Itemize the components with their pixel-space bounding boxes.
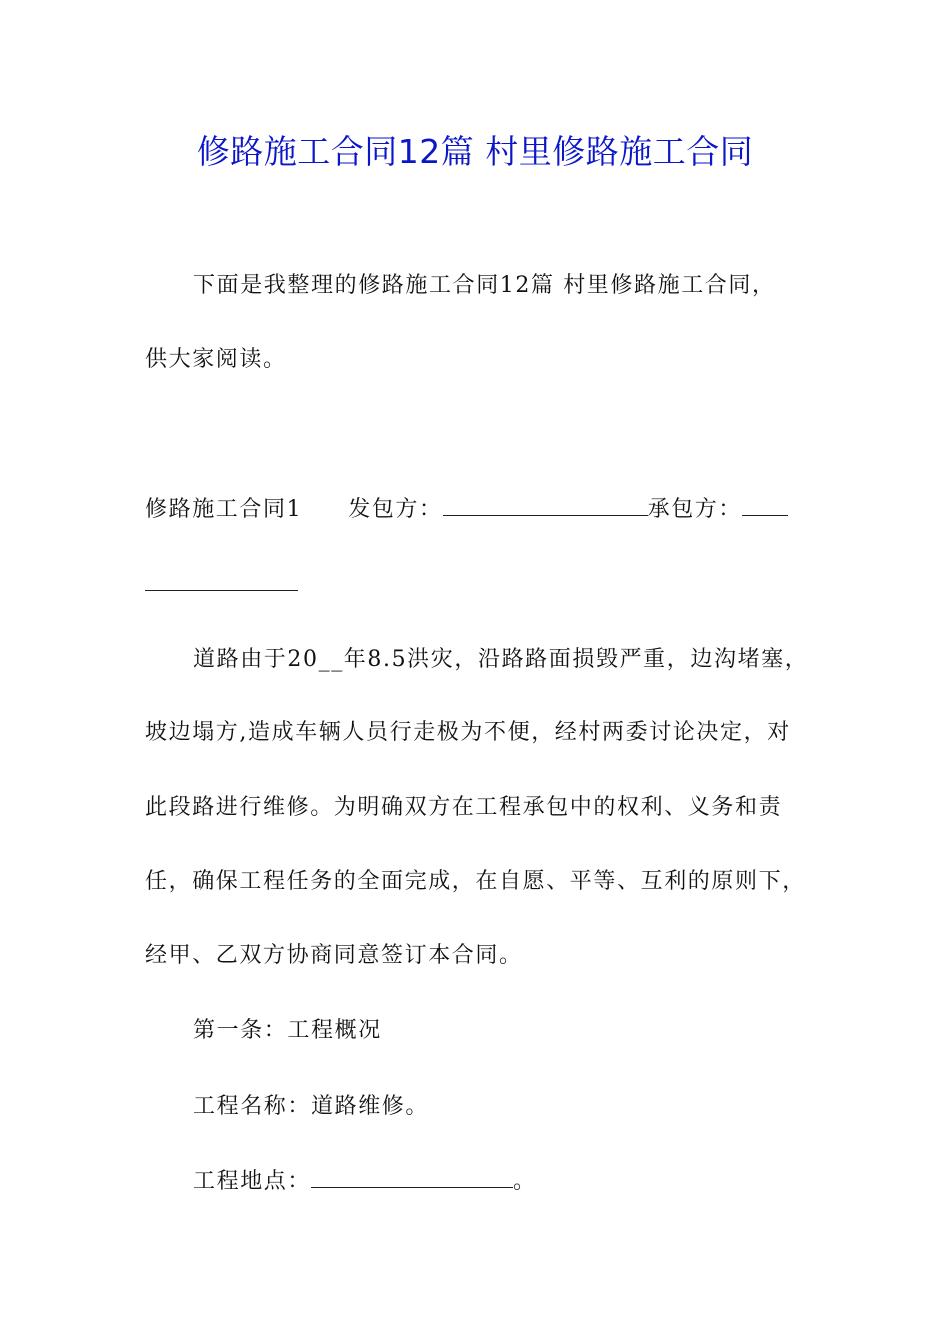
- paragraph-line-1: 道路由于20__年8.5洪灾，沿路路面损毁严重，边沟堵塞，: [193, 647, 809, 672]
- party-a-label: 发包方：: [348, 497, 443, 522]
- party-b-label: 承包方：: [647, 497, 743, 522]
- intro-line-1: 下面是我整理的修路施工合同12篇 村里修路施工合同，: [193, 273, 776, 298]
- party-b-blank-end: [145, 568, 298, 591]
- contract-number-label: 修路施工合同1: [145, 497, 303, 522]
- project-location-line: [193, 1162, 863, 1202]
- document-title: 修路施工合同12篇 村里修路施工合同: [196, 132, 754, 171]
- project-name-line: 工程名称：道路维修。: [193, 1094, 430, 1119]
- party-b-blank-continued: [145, 565, 815, 605]
- article-heading: 第一条：工程概况: [193, 1018, 382, 1043]
- intro-line-2: 供大家阅读。: [145, 347, 287, 372]
- project-location-end: 。: [513, 1169, 537, 1194]
- paragraph-line-3: 此段路进行维修。为明确双方在工程承包中的权利、义务和责: [145, 795, 783, 820]
- project-location-label: 工程地点：: [193, 1169, 312, 1194]
- party-b-blank-start: [742, 493, 788, 516]
- paragraph-line-5: 经甲、乙双方协商同意签订本合同。: [145, 943, 523, 968]
- paragraph-line-2: 坡边塌方,造成车辆人员行走极为不便，经村两委讨论决定，对: [145, 720, 791, 745]
- paragraph-line-4: 任，确保工程任务的全面完成，在自愿、平等、互利的原则下，: [145, 869, 806, 894]
- party-a-blank: [443, 493, 648, 516]
- project-location-blank: [311, 1165, 513, 1188]
- contract-heading: [145, 490, 815, 530]
